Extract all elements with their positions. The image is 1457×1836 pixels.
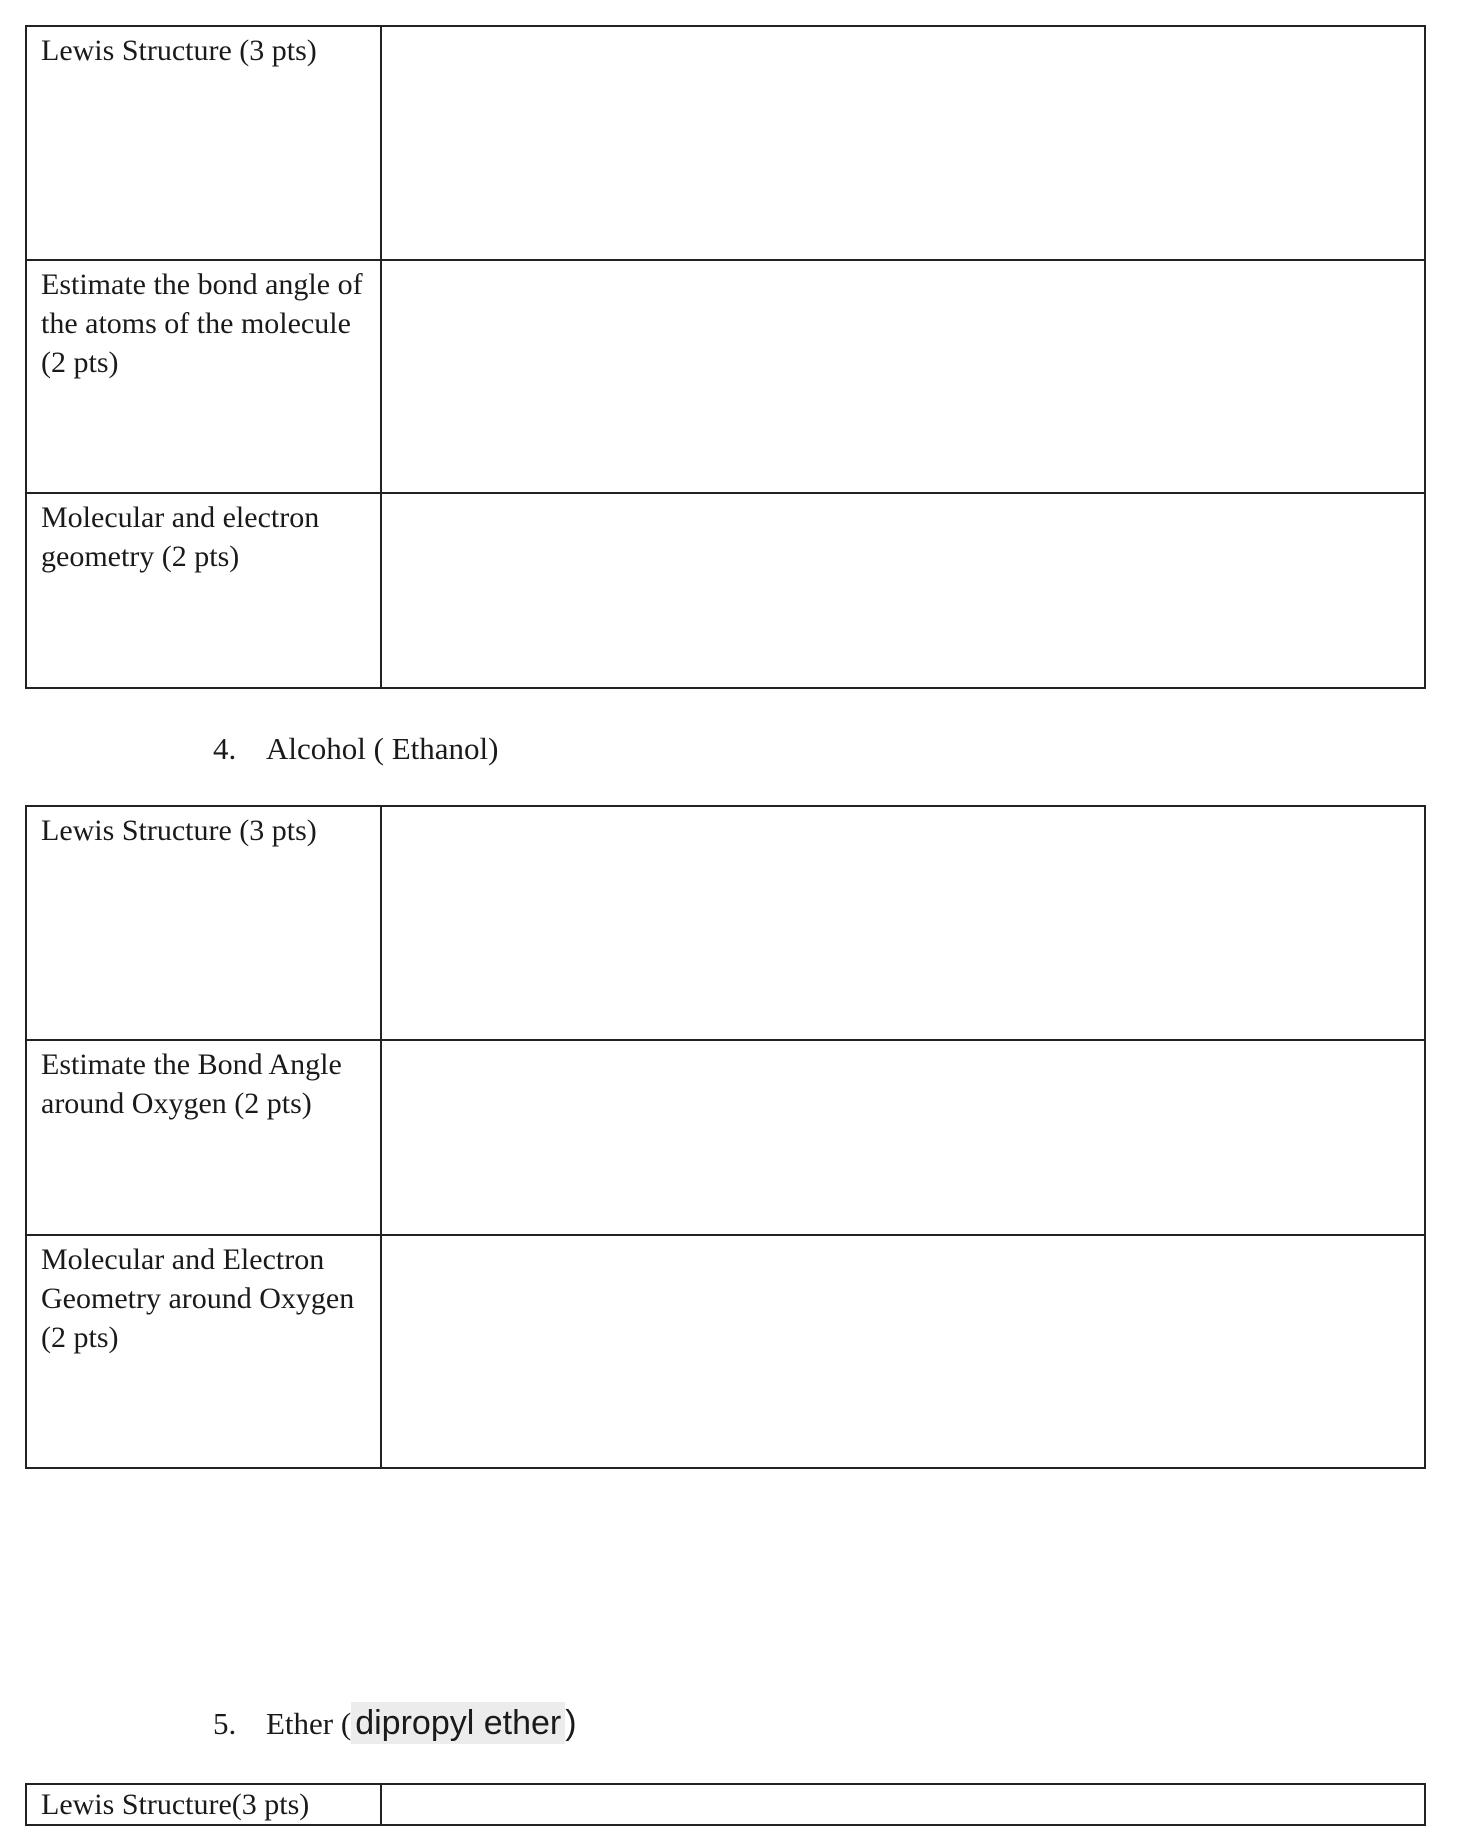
- worksheet-table-3: [25, 1783, 1426, 1826]
- worksheet-table-1: [25, 25, 1426, 689]
- table-row: [26, 260, 1425, 493]
- section-title-suffix: ): [565, 1704, 577, 1742]
- section-number: 4.: [213, 731, 237, 766]
- table-row: [26, 1784, 1425, 1825]
- row-label: Lewis Structure(3 pts): [26, 1784, 381, 1825]
- answer-cell[interactable]: [381, 260, 1425, 493]
- answer-cell[interactable]: [381, 806, 1425, 1040]
- answer-cell[interactable]: [381, 26, 1425, 260]
- row-label: Estimate the bond angle of the atoms of the molecule (2 pts): [26, 260, 381, 493]
- table-row: [26, 493, 1425, 688]
- section-heading-5: [213, 1703, 577, 1744]
- row-label: Lewis Structure (3 pts): [26, 26, 381, 260]
- row-label: Molecular and electron geometry (2 pts): [26, 493, 381, 688]
- answer-cell[interactable]: [381, 1235, 1425, 1468]
- answer-cell[interactable]: [381, 1784, 1425, 1825]
- answer-cell[interactable]: [381, 1040, 1425, 1235]
- section-heading-4: [213, 729, 498, 769]
- table-row: [26, 806, 1425, 1040]
- table-row: [26, 1235, 1425, 1468]
- table-row: [26, 26, 1425, 260]
- worksheet-table-2: [25, 805, 1426, 1469]
- answer-cell[interactable]: [381, 493, 1425, 688]
- row-label: Estimate the Bond Angle around Oxygen (2 pts): [26, 1040, 381, 1235]
- section-number: 5.: [213, 1706, 237, 1741]
- table-row: [26, 1040, 1425, 1235]
- section-title-highlight: dipropyl ether: [351, 1702, 565, 1744]
- section-title-prefix: Ether (: [266, 1706, 352, 1741]
- row-label: Lewis Structure (3 pts): [26, 806, 381, 1040]
- section-title: Alcohol ( Ethanol): [266, 731, 499, 766]
- row-label: Molecular and Electron Geometry around Oxygen (2 pts): [26, 1235, 381, 1468]
